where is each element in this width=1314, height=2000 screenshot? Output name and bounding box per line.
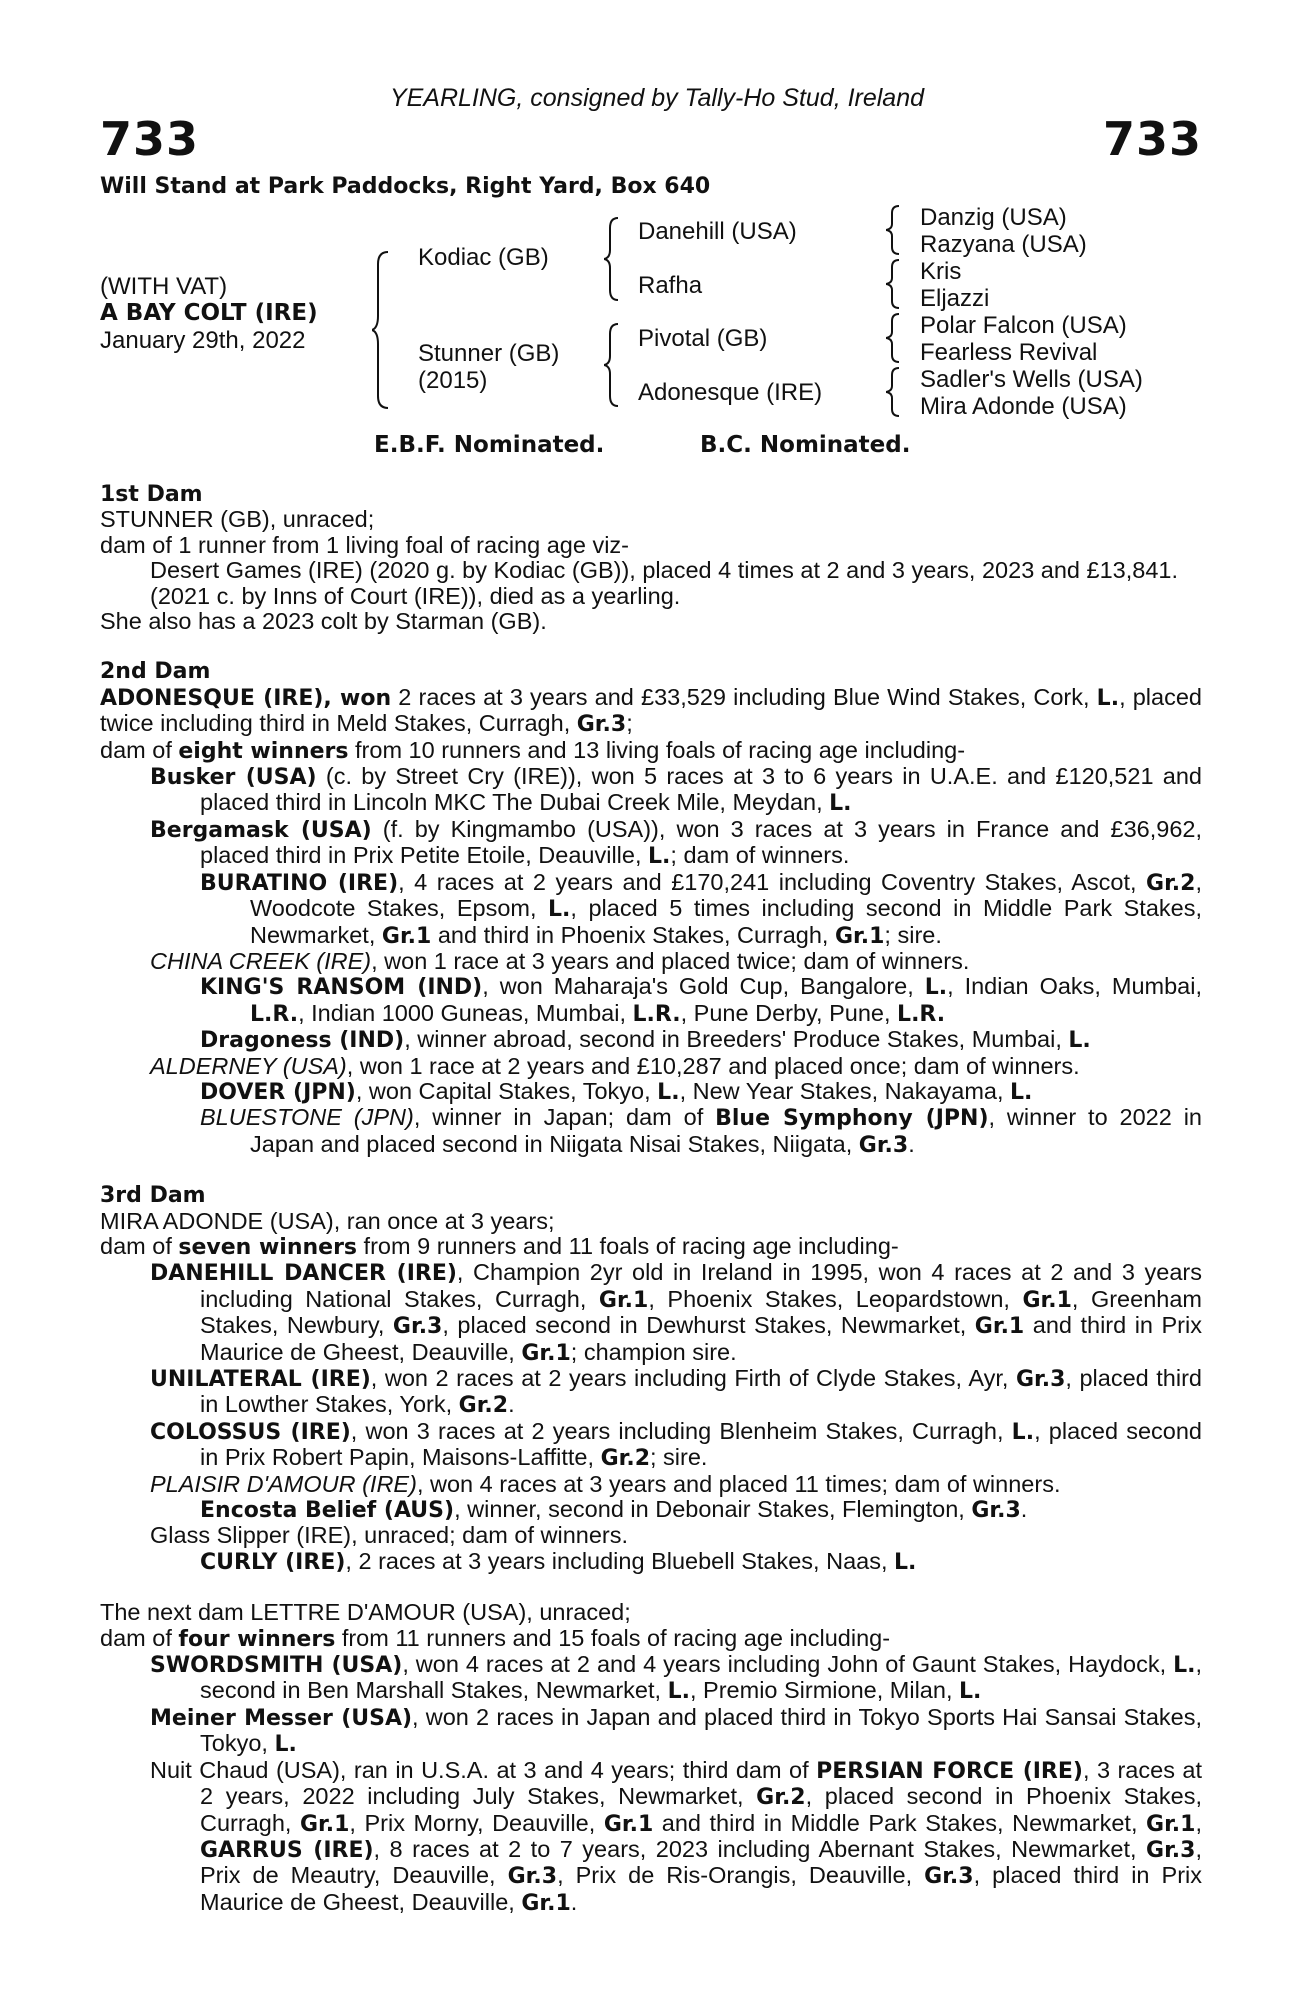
entry-paragraph [100, 1472, 1202, 1497]
dam-year: (2015) [418, 367, 488, 394]
entry-paragraph [100, 1758, 1202, 1916]
entry-paragraph [100, 558, 1202, 583]
text-run: . [1020, 1496, 1028, 1523]
bold-text: Gr.3 [858, 1132, 909, 1158]
text-run: , won 1 race at 3 years and placed twice; dam of winners. [371, 947, 970, 974]
bold-text: L. [1173, 1653, 1196, 1679]
text-run: , Indian Oaks, Mumbai, [947, 973, 1202, 1000]
bold-text: four winners [178, 1626, 336, 1652]
bold-text: PERSIAN FORCE (IRE) [816, 1758, 1083, 1784]
entry-paragraph [100, 1419, 1202, 1472]
bold-text: Encosta Belief (AUS) [200, 1498, 455, 1524]
entry-paragraph [100, 1054, 1202, 1079]
text-run: Glass Slipper (IRE), unraced; dam of winners. [150, 1522, 629, 1549]
entry-paragraph [100, 817, 1202, 870]
ggs-3: Kris [920, 258, 962, 285]
entry-paragraph [100, 1209, 1202, 1234]
text-run: , won Maharaja's Gold Cup, Bangalore, [482, 973, 925, 1000]
italic-text: BLUESTONE (JPN) [200, 1104, 414, 1131]
ebf-nomination: E.B.F. Nominated. [374, 432, 605, 458]
foaling-date: January 29th, 2022 [100, 327, 306, 354]
text-run: and third in Phoenix Stakes, Curragh, [431, 921, 835, 948]
section-heading: 2nd Dam [100, 659, 211, 685]
entry-paragraph [100, 533, 1202, 558]
text-run: dam of [100, 1624, 179, 1651]
entry-paragraph [100, 1600, 1202, 1625]
horse-name: A BAY COLT (IRE) [100, 300, 318, 326]
entry-paragraph [100, 738, 1202, 764]
bc-nomination: B.C. Nominated. [700, 432, 911, 458]
text-run: , Phoenix Stakes, Leopardstown, [648, 1285, 1023, 1312]
brace-icon [886, 366, 902, 418]
pedigree-notes [100, 482, 1202, 1916]
bold-text: L. [924, 975, 948, 1001]
dam: Stunner (GB) [418, 340, 560, 367]
bold-text: BURATINO (IRE) [200, 870, 399, 896]
italic-text: CHINA CREEK (IRE) [150, 947, 372, 974]
text-run: (f. by Kingmambo (USA)), won 3 races at 3 years in France and £36,962, placed third in Prix Petite Etoile, Deauville, [200, 815, 1202, 869]
bold-text: Gr.1 [521, 1890, 571, 1916]
text-run: , 2 races at 3 years including Bluebell Stakes, Naas, [345, 1547, 895, 1574]
brace-icon [886, 258, 902, 310]
entry-paragraph [100, 584, 1202, 609]
bold-text: L. [959, 1679, 982, 1705]
entry-paragraph [100, 609, 1202, 634]
text-run: ; champion sire. [570, 1338, 737, 1365]
bold-text: KING'S RANSOM (IND) [200, 975, 483, 1001]
entry-paragraph [100, 1234, 1202, 1260]
bold-text: Meiner Messer (USA) [150, 1705, 413, 1731]
text-run: , placed 5 times including second in Middle Park Stakes, Newmarket, [250, 895, 1202, 948]
bold-text: L. [829, 791, 852, 817]
bold-text: DOVER (JPN) [200, 1079, 356, 1105]
bold-text: L. [657, 1079, 680, 1105]
text-run: , Woodcote Stakes, Epsom, [250, 868, 1202, 922]
bold-text: SWORDSMITH (USA) [150, 1653, 403, 1679]
entry-paragraph [100, 1705, 1202, 1758]
text-run: , 4 races at 2 years and £170,241 including Coventry Stakes, Ascot, [398, 868, 1147, 895]
ggs-6: Fearless Revival [920, 339, 1098, 366]
text-run: ; sire. [650, 1444, 708, 1471]
text-run: from 11 runners and 15 foals of racing age including- [335, 1624, 891, 1651]
bold-text: Gr.3 [924, 1864, 974, 1890]
italic-text: ALDERNEY (USA) [150, 1052, 347, 1079]
bold-text: L. [667, 1679, 690, 1705]
entry-paragraph [100, 1497, 1202, 1523]
text-run: STUNNER (GB), unraced; [100, 506, 375, 533]
entry-paragraph [100, 949, 1202, 974]
text-run: ; dam of winners. [670, 842, 850, 869]
text-run: from 10 runners and 13 living foals of racing age including- [348, 736, 966, 763]
lot-number-left: 733 [100, 112, 200, 166]
brace-icon [604, 322, 622, 408]
text-run: , New Year Stakes, Nakayama, [679, 1077, 1011, 1104]
text-run: , Pune Derby, Pune, [680, 999, 898, 1026]
bold-text: Gr.1 [1022, 1287, 1072, 1313]
entry-paragraph [100, 1027, 1202, 1053]
bold-text: GARRUS (IRE) [200, 1837, 374, 1863]
bold-text: L. [274, 1732, 297, 1758]
text-run: , placed third in Lowther Stakes, York, [200, 1365, 1202, 1418]
entry-paragraph [100, 870, 1202, 949]
text-run: , Prix Morny, Deauville, [349, 1809, 604, 1836]
bold-text: Gr.1 [598, 1287, 649, 1313]
text-run: , winner abroad, second in Breeders' Produce Stakes, Mumbai, [404, 1026, 1069, 1053]
text-run: ; [626, 710, 633, 737]
text-run: , winner to 2022 in Japan and placed second in Niigata Nisai Stakes, Niigata, [250, 1104, 1202, 1157]
text-run: , placed third in Prix Maurice de Gheest, Deauville, [200, 1862, 1202, 1915]
entry-paragraph [100, 1549, 1202, 1575]
bold-text: L. [548, 897, 571, 923]
section-heading: 1st Dam [100, 482, 203, 507]
text-run: dam of [100, 736, 179, 763]
bold-text: Gr.1 [1146, 1811, 1196, 1837]
text-run: . [508, 1391, 515, 1418]
entry-paragraph [100, 507, 1202, 532]
bold-text: Bergamask (USA) [150, 817, 372, 843]
entry-paragraph [100, 1366, 1202, 1419]
text-run: Desert Games (IRE) (2020 g. by Kodiac (GB)), placed 4 times at 2 and 3 years, 2023 and £13,841. [150, 557, 1179, 584]
dam-sire: Pivotal (GB) [638, 325, 768, 352]
text-run: dam of [100, 1232, 179, 1259]
text-run: The next dam LETTRE D'AMOUR (USA), unraced; [100, 1599, 631, 1626]
bold-text: Gr.1 [381, 923, 432, 949]
text-run: , Prix de Ris-Orangis, Deauville, [557, 1862, 925, 1889]
bold-text: Gr.1 [603, 1811, 654, 1837]
ggs-8: Mira Adonde (USA) [920, 393, 1127, 420]
italic-text: PLAISIR D'AMOUR (IRE) [150, 1470, 417, 1497]
bold-text: Gr.3 [507, 1864, 558, 1890]
bold-text: Gr.2 [1146, 870, 1196, 896]
entry-paragraph [100, 1260, 1202, 1366]
bold-text: Blue Symphony (JPN) [715, 1106, 989, 1132]
text-run: 2 races at 3 years and £33,529 including Blue Wind Stakes, Cork, [391, 683, 1097, 710]
lot-number-right: 733 [1102, 112, 1202, 166]
brace-icon [886, 204, 902, 256]
text-run: (2021 c. by Inns of Court (IRE)), died as a yearling. [150, 582, 681, 609]
section-heading: 3rd Dam [100, 1183, 206, 1209]
text-run: from 9 runners and 11 foals of racing age including- [357, 1232, 899, 1259]
bold-text: L. [894, 1549, 917, 1575]
text-run: , won Capital Stakes, Tokyo, [355, 1077, 658, 1104]
consignment-line: YEARLING, consigned by Tally-Ho Stud, Ireland [389, 84, 925, 112]
bold-text: Busker (USA) [150, 765, 317, 791]
text-run: She also has a 2023 colt by Starman (GB). [100, 608, 547, 635]
ggs-4: Eljazzi [920, 285, 990, 312]
ggs-1: Danzig (USA) [920, 204, 1067, 231]
text-run: , won 1 race at 2 years and £10,287 and placed once; dam of winners. [346, 1052, 1080, 1079]
text-run: . [570, 1888, 578, 1915]
entry-paragraph [100, 974, 1202, 1027]
text-run: . [908, 1130, 915, 1157]
entry-paragraph [100, 685, 1202, 738]
dam-dam: Adonesque (IRE) [638, 379, 823, 406]
bold-text: L. [1068, 1028, 1091, 1054]
bold-text: L.R. [632, 1001, 681, 1027]
text-run: , placed second in Phoenix Stakes, Curragh, [200, 1783, 1202, 1836]
bold-text: Gr.3 [576, 712, 627, 738]
text-run: dam of 1 runner from 1 living foal of racing age viz- [100, 531, 630, 558]
text-run: Nuit Chaud (USA), ran in U.S.A. at 3 and 4 years; third dam of [150, 1756, 817, 1783]
text-run: , placed second in Dewhurst Stakes, Newmarket, [442, 1312, 975, 1339]
entry-paragraph [100, 1652, 1202, 1705]
bold-text: Gr.3 [392, 1314, 443, 1340]
sire-sire: Danehill (USA) [638, 218, 797, 245]
text-run: , won 4 races at 3 years and placed 11 times; dam of winners. [416, 1470, 1061, 1497]
text-run: (c. by Street Cry (IRE)), won 5 races at 3 to 6 years in U.A.E. and £120,521 and placed third in Lincoln MKC The Dubai Creek Mile, Meydan, [200, 763, 1202, 816]
entry-paragraph [100, 1523, 1202, 1548]
bold-text: ADONESQUE (IRE), won [100, 685, 392, 711]
bold-text: L.R. [250, 1001, 299, 1027]
entry-paragraph [100, 764, 1202, 817]
entry-paragraph [100, 1105, 1202, 1158]
bold-text: L. [648, 844, 671, 870]
bold-text: Gr.2 [756, 1785, 806, 1811]
bold-text: Dragoness (IND) [200, 1028, 405, 1054]
bold-text: L. [1011, 1419, 1035, 1445]
text-run: ; sire. [884, 921, 942, 948]
text-run: and third in Middle Park Stakes, Newmarket, [653, 1809, 1147, 1836]
text-run: , Indian 1000 Guneas, Mumbai, [298, 999, 633, 1026]
text-run: MIRA ADONDE (USA), ran once at 3 years; [100, 1207, 555, 1234]
text-run: , won 2 races at 2 years including Firth of Clyde Stakes, Ayr, [370, 1365, 1016, 1391]
ggs-7: Sadler's Wells (USA) [920, 366, 1143, 393]
ggs-2: Razyana (USA) [920, 231, 1087, 258]
text-run: , won 3 races at 2 years including Blenheim Stakes, Curragh, [350, 1417, 1012, 1444]
bold-text: seven winners [178, 1234, 358, 1260]
bold-text: Gr.2 [458, 1393, 509, 1419]
text-run: , Greenham Stakes, Newbury, [200, 1285, 1202, 1339]
entry-paragraph [100, 1079, 1202, 1105]
bold-text: CURLY (IRE) [200, 1549, 346, 1575]
text-run: and third in Prix Maurice de Gheest, Deauville, [200, 1312, 1202, 1365]
entry-paragraph [100, 1626, 1202, 1652]
text-run: , placed second in Prix Robert Papin, Maisons-Laffitte, [200, 1417, 1202, 1471]
text-run: , Champion 2yr old in Ireland in 1995, won 4 races at 2 and 3 years including National Stakes, Curragh, [200, 1259, 1202, 1312]
bold-text: Gr.1 [834, 923, 885, 949]
text-run: , [1195, 1809, 1202, 1836]
text-run: , 8 races at 2 to 7 years, 2023 including Abernant Stakes, Newmarket, [373, 1835, 1147, 1862]
section-gap [100, 1575, 1202, 1600]
bold-text: COLOSSUS (IRE) [150, 1419, 351, 1445]
text-run: , second in Ben Marshall Stakes, Newmarket, [200, 1651, 1202, 1704]
text-run: , won 2 races in Japan and placed third in Tokyo Sports Hai Sansai Stakes, Tokyo, [200, 1703, 1202, 1757]
sire-dam: Rafha [638, 272, 703, 299]
text-run: , won 4 races at 2 and 4 years including John of Gaunt Stakes, Haydock, [402, 1651, 1174, 1678]
text-run: , placed twice including third in Meld Stakes, Curragh, [100, 683, 1202, 737]
bold-text: Gr.1 [521, 1340, 571, 1366]
bold-text: Gr.1 [974, 1314, 1025, 1340]
vat-note: (WITH VAT) [100, 273, 228, 300]
brace-icon [886, 312, 902, 364]
bold-text: L. [1096, 685, 1120, 711]
bold-text: Gr.2 [600, 1446, 650, 1472]
text-run: , winner, second in Debonair Stakes, Flemington, [454, 1496, 972, 1523]
bold-text: eight winners [178, 738, 349, 764]
bold-text: Gr.3 [1146, 1837, 1196, 1863]
sire: Kodiac (GB) [418, 244, 549, 271]
bold-text: Gr.3 [971, 1498, 1021, 1524]
text-run: , winner in Japan; dam of [413, 1104, 716, 1131]
brace-icon [372, 250, 392, 410]
text-run: , 3 races at 2 years, 2022 including July Stakes, Newmarket, [200, 1756, 1203, 1810]
text-run: , Premio Sirmione, Milan, [689, 1677, 960, 1704]
brace-icon [604, 216, 622, 302]
text-run: , Prix de Meautry, Deauville, [200, 1835, 1202, 1889]
ggs-5: Polar Falcon (USA) [920, 312, 1127, 339]
bold-text: L. [1010, 1079, 1033, 1105]
bold-text: L.R. [897, 1001, 946, 1027]
bold-text: UNILATERAL (IRE) [150, 1367, 371, 1392]
bold-text: Gr.3 [1015, 1367, 1066, 1392]
bold-text: Gr.1 [299, 1811, 350, 1837]
bold-text: DANEHILL DANCER (IRE) [150, 1261, 457, 1287]
section-gap [100, 1158, 1202, 1183]
section-gap [100, 634, 1202, 659]
stand-location: Will Stand at Park Paddocks, Right Yard, Box 640 [100, 174, 711, 199]
